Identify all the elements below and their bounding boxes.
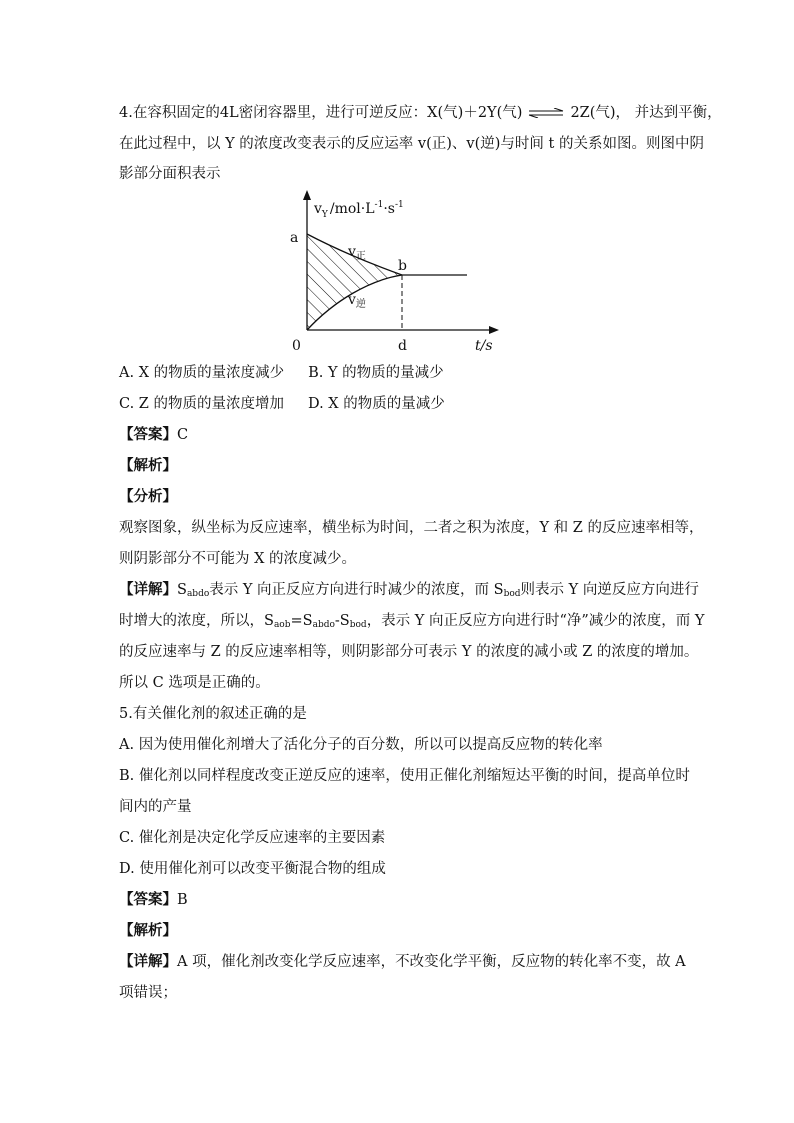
q4-detail-subscript: bod [349, 620, 367, 630]
q4-detail-subscript: bod [503, 589, 521, 599]
q4-options-row1 [119, 363, 444, 383]
q4-detail-text: 表示 Y 向正反应方向进行时减少的浓度，而 S [209, 582, 504, 598]
q4-detail-text: 则表示 Y 向逆反应方向进行 [520, 582, 699, 598]
point-a-label: a [290, 230, 299, 246]
q4-fenxi-line1: 观察图象，纵坐标为反应速率，横坐标为时间，二者之积为浓度，Y 和 Z 的反应速率相等， [119, 520, 704, 536]
forward-rate-label: $v_正$ [348, 244, 366, 262]
q4-detail-line3: 的反应速率与 Z 的反应速率相等，则阴影部分可表示 Y 的浓度的减小或 Z 的浓度的增加。 [119, 644, 699, 660]
q5-analysis-label: 【解析】 [119, 922, 177, 939]
q5-detail-line2: 项错误； [119, 985, 177, 1001]
point-d-label: d [398, 338, 407, 354]
q4-answer [119, 425, 679, 445]
q4-option-d: D. X 的物质的量减少 [307, 396, 445, 412]
q4-analysis-label: 【解析】 [119, 457, 177, 474]
y-axis-label: $v_Y$ $/mol\cdot L^{-1}\cdot s^{-1}$ [314, 200, 404, 220]
q4-detail-text: ，表示 Y 向正反应方向进行时“净”减少的浓度，而 Y [366, 613, 705, 629]
q4-options-row2 [119, 394, 445, 414]
reverse-rate-label: $v_逆$ [348, 292, 366, 310]
rate-time-graph [285, 188, 515, 360]
q5-answer-label: 【答案】 [119, 891, 177, 908]
q4-fenxi-label: 【分析】 [119, 488, 177, 505]
origin-label: 0 [292, 338, 301, 354]
q4-stem-line1 [119, 103, 722, 123]
q4-detail-text: 时增大的浓度，所以，S [119, 613, 274, 629]
q5-stem: 5.有关催化剂的叙述正确的是 [119, 706, 307, 722]
q5-option-b-line2: 间内的产量 [119, 799, 192, 815]
q4-detail-line4: 所以 C 选项是正确的。 [119, 675, 270, 691]
equilibrium-arrow-icon [528, 108, 564, 118]
q4-option-b: B. Y 的物质的量减少 [308, 365, 444, 381]
q4-option-c: C. Z 的物质的量浓度增加 [119, 396, 284, 412]
q4-fenxi-line2: 则阴影部分不可能为 X 的浓度减少。 [119, 551, 357, 567]
q5-answer-value: B [177, 892, 188, 908]
point-b-label: b [398, 258, 407, 274]
q5-option-c: C. 催化剂是决定化学反应速率的主要因素 [119, 830, 386, 846]
q5-option-d: D. 使用催化剂可以改变平衡混合物的组成 [119, 861, 386, 877]
q4-detail-label: 【详解】 [119, 581, 177, 598]
q4-detail-line1 [119, 580, 699, 604]
q4-detail-text: -S [334, 613, 350, 629]
x-axis-label: t/s [475, 338, 493, 354]
q5-detail-label: 【详解】 [119, 953, 177, 970]
q5-detail-text: A 项，催化剂改变化学反应速率，不改变化学平衡，反应物的转化率不变，故 A [177, 954, 686, 970]
q4-answer-value: C [177, 427, 189, 443]
q4-option-a: A. X 的物质的量浓度减少 [119, 365, 285, 381]
q5-option-b-line1: B. 催化剂以同样程度改变正逆反应的速率，使用正催化剂缩短达平衡的时间，提高单位时 [119, 768, 690, 784]
q4-detail-line2 [119, 611, 705, 635]
q4-stem-line3: 影部分面积表示 [119, 166, 221, 182]
q4-stem-line2: 在此过程中，以 Y 的浓度改变表示的反应运率 v(正)、v(逆)与时间 t 的关系如图。则图中阴 [119, 136, 704, 152]
q5-option-a: A. 因为使用催化剂增大了活化分子的百分数，所以可以提高反应物的转化率 [119, 737, 603, 753]
x-axis-arrow-icon [489, 326, 499, 334]
q5-answer [119, 890, 679, 910]
q4-stem-part1: 4.在容积固定的4L密闭容器里，进行可逆反应：X(气)＋2Y(气) [119, 105, 523, 121]
y-axis-arrow-icon [303, 190, 311, 200]
q4-detail-subscript: abdo [312, 620, 335, 630]
q4-detail-subscript: aob [273, 620, 291, 630]
q4-stem-part2: 2Z(气)， 并达到平衡， [570, 105, 722, 121]
q4-detail-subscript: abdo [186, 589, 210, 599]
q5-detail-line1 [119, 952, 686, 972]
q4-detail-text: S [177, 582, 187, 598]
q4-answer-label: 【答案】 [119, 426, 177, 443]
q4-detail-text: =S [290, 613, 313, 629]
